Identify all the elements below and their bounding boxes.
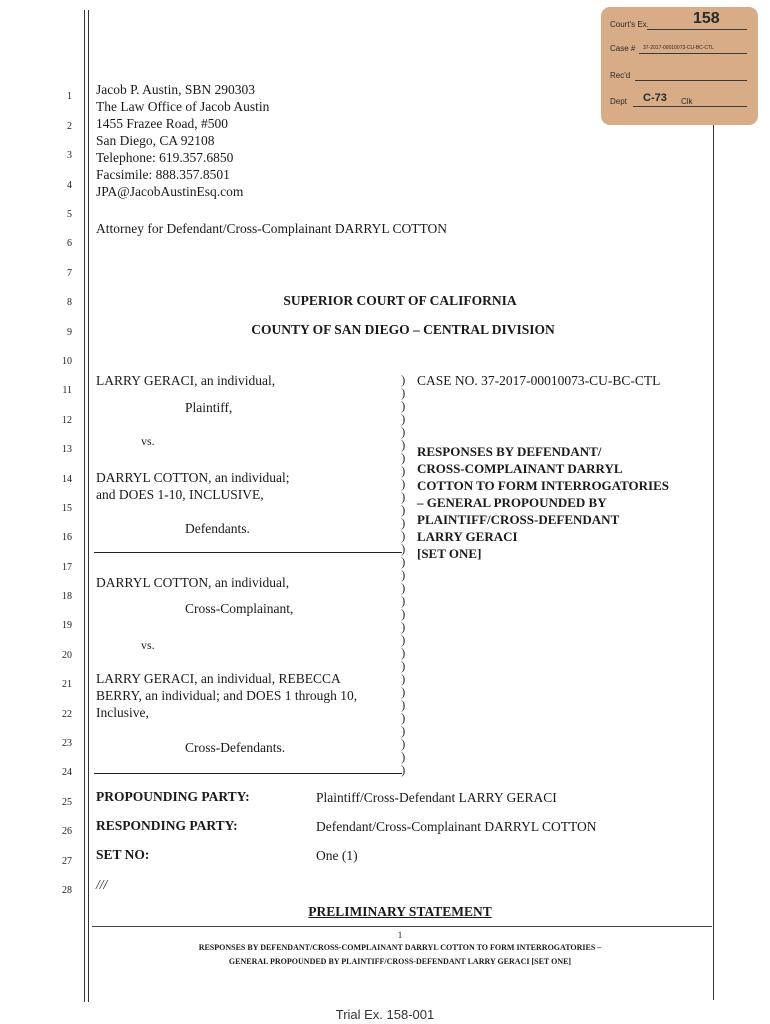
line-number: 18 [62,591,72,602]
plaintiff-role: Plaintiff, [185,400,233,415]
line-number: 15 [62,503,72,514]
street-address: 1455 Frazee Road, #500 [96,116,228,131]
versus-2: vs. [141,638,155,652]
courts-ex-label: Court's Ex. [610,20,649,29]
telephone: Telephone: 619.357.6850 [96,150,234,165]
document-title-line: – GENERAL PROPOUNDED BY [417,495,607,510]
line-number: 22 [62,709,72,720]
case-value: 37-2017-00010073-CU-BC-CTL [643,45,714,51]
right-margin-rule [713,120,714,1000]
responding-party-value: Defendant/Cross-Complainant DARRYL COTTON [316,819,597,834]
facsimile: Facsimile: 888.357.8501 [96,167,230,182]
cross-complainant-role: Cross-Complainant, [185,601,294,616]
line-number: 11 [62,385,72,396]
defendant-line-1: DARRYL COTTON, an individual; [96,470,290,485]
document-title-line: RESPONSES BY DEFENDANT/ [417,444,602,459]
footer-line-1: RESPONSES BY DEFENDANT/CROSS-COMPLAINANT DARRYL COTTON TO FORM INTERROGATORIES – [198,943,602,952]
law-office: The Law Office of Jacob Austin [96,99,270,114]
versus-1: vs. [141,434,155,448]
left-margin-rule-inner [88,10,89,1002]
case-number: CASE NO. 37-2017-00010073-CU-BC-CTL [417,373,661,388]
line-number: 3 [67,150,72,161]
line-number: 25 [62,797,72,808]
line-number: 13 [62,444,72,455]
attorney-name: Jacob P. Austin, SBN 290303 [96,82,256,97]
line-number: 14 [62,474,72,485]
cross-complainant-name: DARRYL COTTON, an individual, [96,575,290,590]
line-number: 6 [67,238,72,249]
line-number: 7 [67,268,72,279]
line-number: 23 [62,738,72,749]
responding-party-label: RESPONDING PARTY: [96,818,238,833]
dept-value: C-73 [643,92,667,104]
set-number-value: One (1) [316,848,358,863]
document-title-line: COTTON TO FORM INTERROGATORIES [417,478,669,493]
line-number: 8 [67,297,72,308]
propounding-party-value: Plaintiff/Cross-Defendant LARRY GERACI [316,790,557,805]
line-number: 9 [67,327,72,338]
defendant-line-2: and DOES 1-10, INCLUSIVE, [96,487,264,502]
line-number: 12 [62,415,72,426]
cross-defendant-role: Cross-Defendants. [185,740,286,755]
line-number: 16 [62,532,72,543]
recd-label: Rec'd [610,71,631,80]
line-number: 20 [62,650,72,661]
exhibit-number: 158 [693,10,720,27]
attorney-block [96,81,269,200]
line-number: 17 [62,562,72,573]
line-number: 5 [67,209,72,220]
document-title [417,443,669,562]
line-number: 27 [62,856,72,867]
document-title-line: LARRY GERACI [417,529,518,544]
footer-rule [92,926,712,927]
county-division: COUNTY OF SAN DIEGO – CENTRAL DIVISION [251,322,555,337]
line-number: 1 [67,91,72,102]
email: JPA@JacobAustinEsq.com [96,184,244,199]
cross-defendant-line-3: Inclusive, [96,705,149,720]
footer-line-2: GENERAL PROPOUNDED BY PLAINTIFF/CROSS-DEFENDANT LARRY GERACI [SET ONE] [228,957,572,966]
line-number: 21 [62,679,72,690]
plaintiff-name: LARRY GERACI, an individual, [96,373,276,388]
court-name: SUPERIOR COURT OF CALIFORNIA [283,293,517,308]
city-address: San Diego, CA 92108 [96,133,215,148]
line-number: 4 [67,180,72,191]
exhibit-sticker [601,7,758,125]
clk-label: Clk [681,97,693,106]
caption-divider-2 [94,773,402,774]
preliminary-statement-heading: PRELIMINARY STATEMENT [308,904,492,919]
document-title-line: PLAINTIFF/CROSS-DEFENDANT [417,512,620,527]
dept-label: Dept [610,97,627,106]
line-number: 10 [62,356,72,367]
line-number: 2 [67,121,72,132]
caption-divider-1 [94,552,402,553]
line-number: 24 [62,767,72,778]
document-title-line: [SET ONE] [417,546,482,561]
cross-defendant-line-2: BERRY, an individual; and DOES 1 through 10, [96,688,358,703]
propounding-party-label: PROPOUNDING PARTY: [96,789,250,804]
trial-exhibit-label: Trial Ex. 158-001 [335,1007,435,1022]
line-number: 19 [62,620,72,631]
set-number-label: SET NO: [96,847,150,862]
continuation-slashes: /// [96,877,108,892]
defendant-role: Defendants. [185,521,250,536]
cross-defendant-line-1: LARRY GERACI, an individual, REBECCA [96,671,341,686]
document-title-line: CROSS-COMPLAINANT DARRYL [417,461,623,476]
page-number: 1 [397,930,403,940]
line-number: 26 [62,826,72,837]
attorney-for: Attorney for Defendant/Cross-Complainant DARRYL COTTON [96,221,447,236]
left-margin-rule-outer [84,10,85,1002]
line-number: 28 [62,885,72,896]
case-label: Case # [610,44,636,53]
